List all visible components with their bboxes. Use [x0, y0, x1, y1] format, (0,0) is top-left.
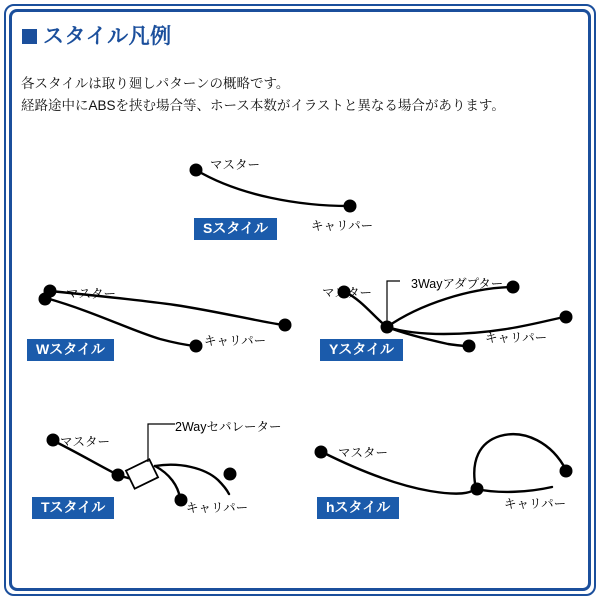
h-style-hose-loop-right — [474, 434, 566, 489]
y-style-adapter-leader — [387, 281, 400, 325]
h-style-tag: hスタイル — [317, 497, 399, 519]
s-style-caliper-label: キャリパー — [311, 219, 374, 233]
s-style-hose — [196, 170, 349, 206]
y-style-adapter-dot — [381, 321, 394, 334]
h-style-caliper-label: キャリパー — [504, 497, 567, 511]
s-style-caliper-dot — [344, 200, 357, 213]
y-style-caliper-dot-3 — [463, 340, 476, 353]
w-style-master-dot-2 — [39, 293, 52, 306]
y-style-adapter-label: 3Wayアダプター — [411, 277, 504, 291]
t-style-master-dot — [47, 434, 60, 447]
h-style-master-label: マスター — [338, 446, 389, 460]
s-style-master-dot — [190, 164, 203, 177]
t-style-separator-leader — [148, 424, 175, 462]
t-style-hose-sep-upper — [155, 465, 229, 494]
t-style-separator-box — [126, 459, 158, 488]
t-style-separator-label: 2Wayセパレーター — [175, 420, 282, 434]
t-style-junction-dot — [112, 469, 125, 482]
y-style-caliper-dot-1 — [507, 281, 520, 294]
note-line-2: 経路途中にABSを挟む場合等、ホース本数がイラストと異なる場合があります。 — [21, 98, 505, 113]
y-style-caliper-dot-2 — [560, 311, 573, 324]
note-line-1: 各スタイルは取り廻しパターンの概略です。 — [21, 76, 290, 91]
page-title-text: スタイル凡例 — [43, 25, 172, 48]
y-style-master-label: マスター — [322, 286, 373, 300]
w-style-tag: Wスタイル — [27, 339, 114, 361]
w-style-master-label: マスター — [66, 287, 117, 301]
w-style-caliper-dot-2 — [190, 340, 203, 353]
w-style-caliper-dot-1 — [279, 319, 292, 332]
h-style-master-dot — [315, 446, 328, 459]
t-style-tag: Tスタイル — [32, 497, 114, 519]
h-style-caliper-dot-1 — [471, 483, 484, 496]
y-style-tag: Yスタイル — [320, 339, 403, 361]
t-style-caliper-label: キャリパー — [186, 501, 249, 515]
t-style-hose-sep-right — [155, 466, 180, 498]
t-style-caliper-dot-2 — [224, 468, 237, 481]
y-style-hose-branch-upper — [387, 287, 512, 327]
h-style-hose-to-caliper — [476, 487, 552, 492]
s-style-tag: Sスタイル — [194, 218, 277, 240]
h-style-caliper-dot-2 — [560, 465, 573, 478]
y-style-caliper-label: キャリパー — [485, 331, 548, 345]
s-style-master-label: マスター — [210, 158, 261, 172]
w-style-caliper-label: キャリパー — [204, 334, 267, 348]
t-style-master-label: マスター — [60, 435, 111, 449]
